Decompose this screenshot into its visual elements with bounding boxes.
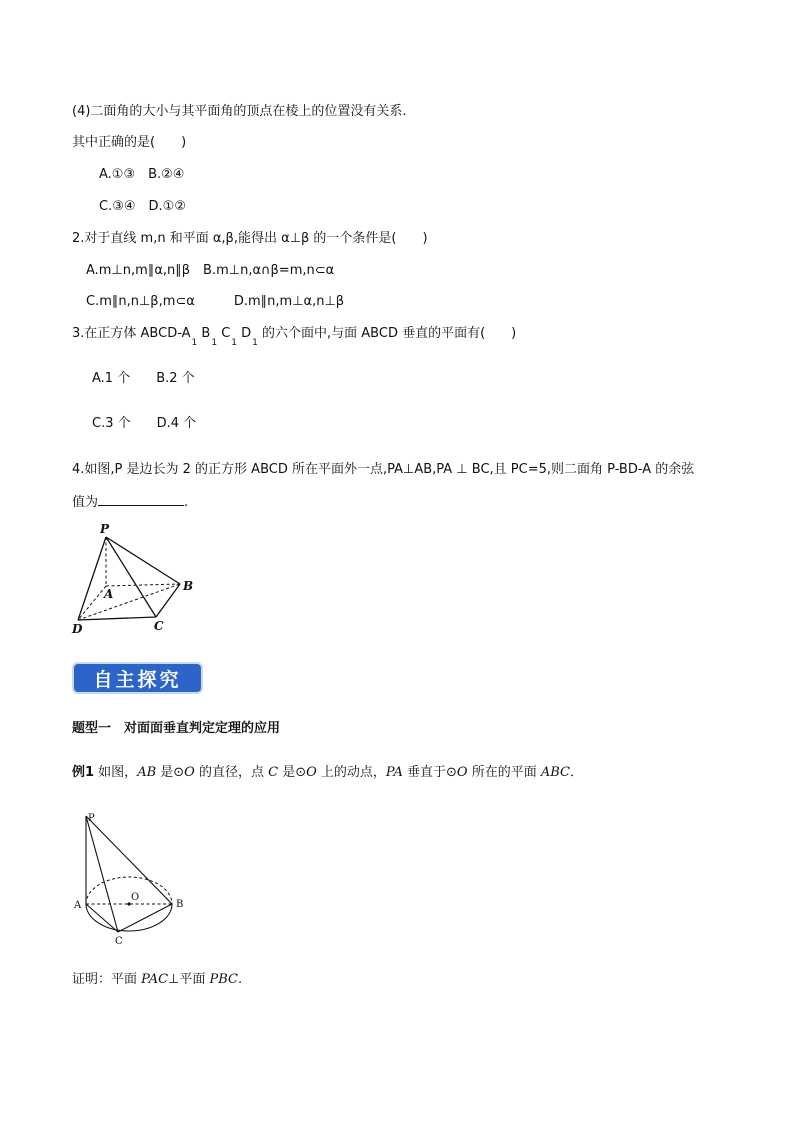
edge-dc [78,617,156,620]
var-o: O [184,765,195,780]
q4-stem-line1: 4.如图,P 是边长为 2 的正方形 ABCD 所在平面外一点,PA⊥AB,PA ⊥ BC,且 PC=5,则二面角 P-BD-A 的余弦 [72,462,695,477]
q2-options-cd: C.m∥n,n⊥β,m⊂α D.m∥n,m⊥α,n⊥β [86,294,345,309]
q3-subscript-a: 1 [191,338,198,348]
q3-subscript-d: 1 [252,338,258,348]
proof-text: . [238,972,243,987]
q2-options-ab: A.m⊥n,m∥α,n∥β B.m⊥n,α∩β=m,n⊂α [86,263,335,278]
label-o: O [131,892,140,903]
edge-pc [106,537,156,617]
q3-subscript-b: 1 [211,338,218,348]
q4-stem-prefix: 值为 [72,495,99,510]
edge-ad-hidden [78,586,106,620]
label-b: B [183,579,194,593]
proof-line [72,972,242,988]
var-o: O [456,765,468,780]
label-p: P [100,522,110,536]
label-a: A [74,900,82,911]
circle-front-arc [86,904,172,931]
q3-letter-c: C [221,326,231,341]
q1-options-cd: C.③④ D.①② [99,199,186,214]
q4-stem-suffix: . [184,495,189,510]
segment-pb [86,816,172,904]
answer-blank [98,493,184,506]
segment-pc [86,816,118,932]
edge-pd [78,537,106,620]
q3-options-ab: A.1 个 B.2 个 [92,371,195,386]
label-c: C [115,936,123,947]
proof-text: ⊥平面 [168,972,210,987]
example-text: 是⊙ [278,765,307,780]
segment-ac [86,904,118,932]
edge-pb [106,537,180,584]
example-1 [72,765,583,781]
example-text: 垂直于⊙ [402,765,457,780]
edge-cb [156,584,180,617]
cone-figure [68,808,198,948]
segment-cb [118,904,172,932]
q3-stem [72,326,517,348]
var-pa: PA [385,765,403,780]
var-c: C [268,765,279,780]
edge-ab-hidden [106,584,180,586]
example-text: 如图， [94,765,138,780]
var-o: O [306,765,317,780]
q3-options-cd: C.3 个 D.4 个 [92,416,197,431]
q3-stem-start: 3.在正方体 ABCD-A [72,326,191,341]
diagonal-db-hidden [78,584,180,620]
example-text: 的直径，点 [194,765,269,780]
section-banner: 自主探究 [72,662,203,694]
q4-stem-line2 [72,493,188,511]
label-d: D [72,622,83,636]
question-prompt: 其中正确的是( ) [72,135,187,150]
var-abc: ABC [540,765,570,780]
example-text: 上的动点， [316,765,386,780]
example-text: 是⊙ [156,765,185,780]
example-label: 例1 [72,765,95,780]
q3-letter-b: B [201,326,211,341]
pyramid-figure [64,522,214,638]
label-c: C [154,619,164,633]
example-text: ． [569,765,583,780]
proof-text: 证明：平面 [72,972,142,987]
plane-pbc: PBC [209,972,238,987]
q3-letter-d: D [241,326,252,341]
label-a: A [104,587,114,601]
q1-options-ab: A.①③ B.②④ [99,167,185,182]
var-ab: AB [137,765,157,780]
plane-pac: PAC [141,972,169,987]
example-text: 所在的平面 [467,765,541,780]
label-b: B [176,899,184,910]
topic-heading: 题型一 对面面垂直判定定理的应用 [72,721,281,736]
q3-stem-end: 的六个面中,与面 ABCD 垂直的平面有( ) [257,326,517,341]
q2-stem: 2.对于直线 m,n 和平面 α,β,能得出 α⊥β 的一个条件是( ) [72,231,428,246]
statement-4: (4)二面角的大小与其平面角的顶点在棱上的位置没有关系. [72,104,407,119]
label-p: P [88,813,95,824]
q3-subscript-c: 1 [231,338,237,348]
